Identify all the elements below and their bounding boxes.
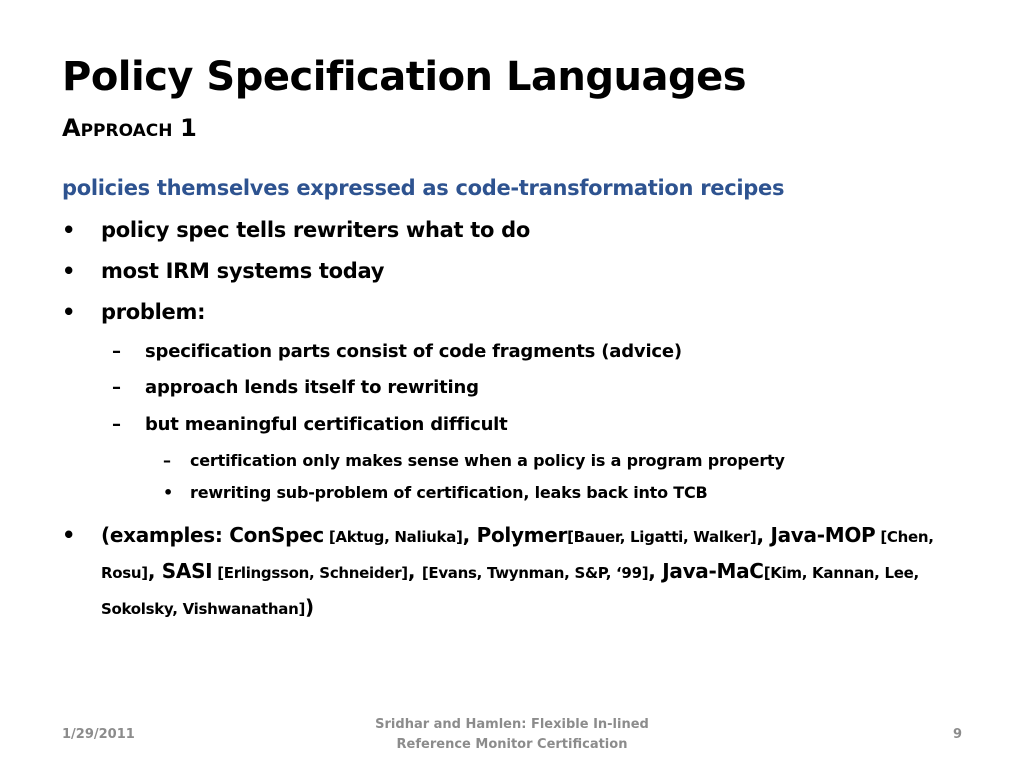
footer-center-line: Reference Monitor Certification [396, 737, 628, 752]
sub-bullet-text: approach lends itself to rewriting [145, 377, 479, 398]
polymer-ref: [Bauer, Ligatti, Walker] [567, 528, 757, 546]
polymer-name: Polymer [476, 523, 568, 547]
sasi-ref: [Erlingsson, Schneider] [212, 564, 408, 582]
sub-sub-bullet-item [163, 451, 785, 470]
bullet-glyph: • [163, 483, 174, 502]
bullet-text: most IRM systems today [101, 259, 385, 283]
sub-bullet-text: specification parts consist of code fragments (advice) [145, 341, 682, 362]
sub-bullet-item [112, 414, 508, 435]
slide-title: Policy Specification Languages [62, 54, 747, 100]
section-heading: policies themselves expressed as code-transformation recipes [62, 176, 785, 200]
javamac-ref: [Kim, Kannan, Lee, Sokolsky, Vishwanathan] [101, 564, 919, 618]
separator: , [407, 559, 422, 583]
sub-sub-bullet-item [163, 483, 708, 502]
bullet-glyph: • [62, 259, 76, 283]
dash-glyph: – [112, 341, 121, 362]
examples-bullet [62, 518, 961, 626]
sub-sub-bullet-text: certification only makes sense when a policy is a program property [190, 451, 785, 470]
evans-ref: [Evans, Twynman, S&P, ‘99] [421, 564, 649, 582]
slide-subtitle [62, 114, 197, 142]
bullet-glyph: • [62, 300, 76, 324]
page-number: 9 [952, 727, 962, 742]
examples-lead: (examples: [101, 523, 230, 547]
sub-sub-bullet-text: rewriting sub-problem of certification, leaks back into TCB [190, 483, 708, 502]
conspec-name: ConSpec [229, 523, 324, 547]
bullet-item [62, 218, 530, 242]
conspec-ref: [Aktug, Naliuka] [323, 528, 463, 546]
bullet-text: problem: [101, 300, 206, 324]
footer-center [312, 715, 712, 755]
sasi-name: SASI [161, 559, 213, 583]
sub-bullet-text: but meaningful certification difficult [145, 414, 508, 435]
bullet-glyph: • [62, 523, 76, 547]
bullet-text: policy spec tells rewriters what to do [101, 218, 531, 242]
dash-glyph: – [163, 451, 171, 470]
separator: , [147, 559, 162, 583]
separator: , [462, 523, 477, 547]
javamop-name: Java-MOP [770, 523, 876, 547]
subtitle-rest: PPROACH [80, 121, 173, 141]
bullet-item [62, 259, 384, 283]
sub-bullet-item [112, 341, 682, 362]
javamac-name: Java-MaC [662, 559, 764, 583]
footer-date: 1/29/2011 [62, 727, 135, 742]
subtitle-initial: A [62, 114, 81, 142]
footer-center-line: Sridhar and Hamlen: Flexible In-lined [375, 717, 649, 732]
separator: , [648, 559, 663, 583]
javamop-ref: [Chen, Rosu] [101, 528, 934, 582]
examples-close: ) [305, 595, 314, 619]
bullet-item [62, 300, 205, 324]
dash-glyph: – [112, 377, 121, 398]
separator: , [756, 523, 771, 547]
dash-glyph: – [112, 414, 121, 435]
bullet-glyph: • [62, 218, 76, 242]
sub-bullet-item [112, 377, 479, 398]
subtitle-number: 1 [180, 114, 197, 142]
